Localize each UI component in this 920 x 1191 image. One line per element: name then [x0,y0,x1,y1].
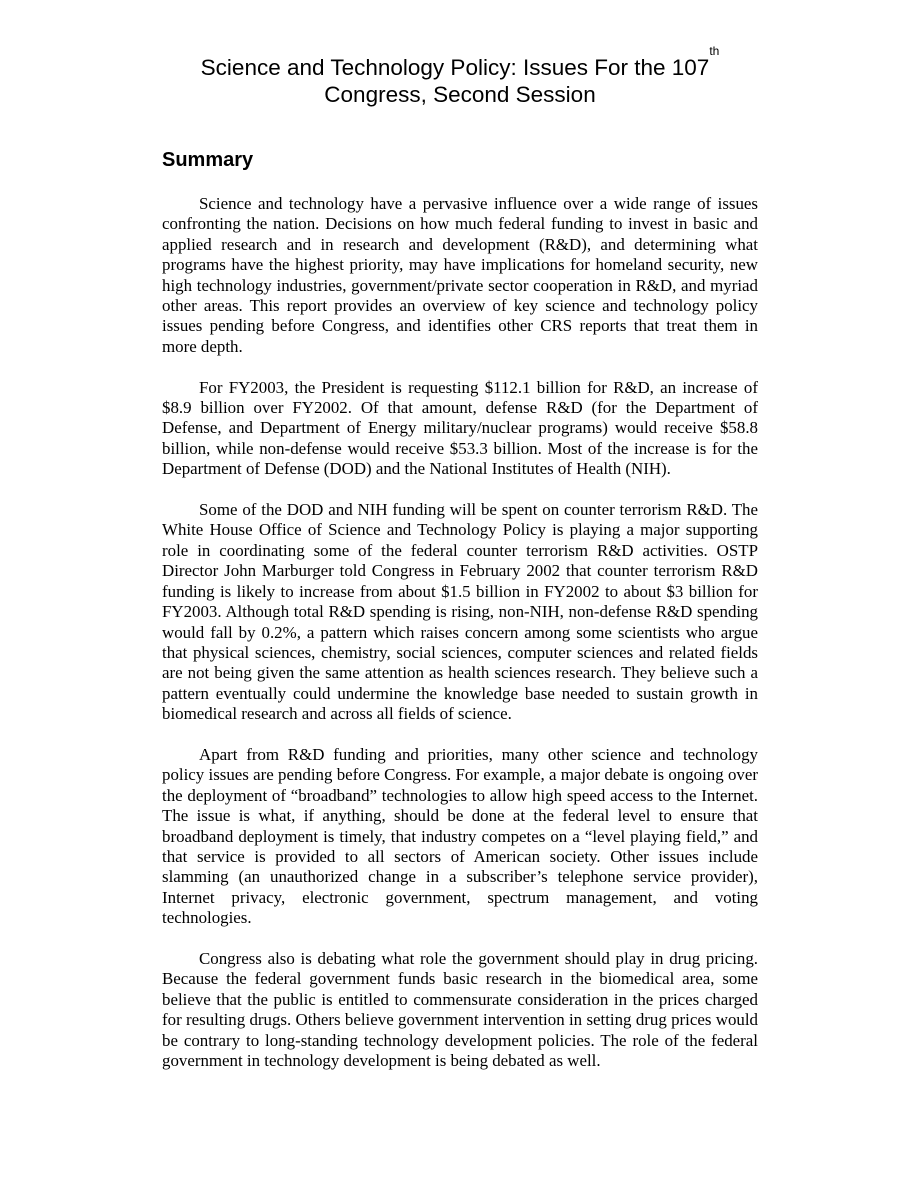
paragraph: Science and technology have a pervasive influence over a wide range of issues confronting the nation. Decisions on how much federal funding to invest in basic and applied research and in research and development (R&D), and determining what programs have the highest priority, may have implications for homeland security, new high technology industries, government/private sector cooperation in R&D, and myriad other areas. This report provides an overview of key science and technology policy issues pending before Congress, and identifies other CRS reports that treat them in more depth. [162,194,758,356]
paragraph: For FY2003, the President is requesting $112.1 billion for R&D, an increase of $8.9 billion over FY2002. Of that amount, defense R&D (for the Department of Defense, and Department of Energy military/nuclear programs) would receive $58.8 billion, while non-defense would receive $53.3 billion. Most of the increase is for the Department of Defense (DOD) and the National Institutes of Health (NIH). [162,377,758,479]
title-line-2: Congress, Second Session [324,82,596,107]
title-superscript: th [709,44,720,58]
title-line-1: Science and Technology Policy: Issues For the 107 [200,55,710,80]
paragraph: Some of the DOD and NIH funding will be spent on counter terrorism R&D. The White House Office of Science and Technology Policy is playing a major supporting role in coordinating some of the federal counter terrorism R&D activities. OSTP Director John Marburger told Congress in February 2002 that counter terrorism R&D funding is likely to increase from about $1.5 billion in FY2002 to about $3 billion for FY2003. Although total R&D spending is rising, non-NIH, non-defense R&D spending would fall by 0.2%, a pattern which raises concern among some scientists who argue that physical sciences, chemistry, social sciences, computer sciences and related fields are not being given the same attention as health sciences research. They believe such a pattern eventually could undermine the knowledge base needed to sustain growth in biomedical research and across all fields of science. [162,500,758,724]
section-heading: Summary [162,149,254,171]
paragraph: Congress also is debating what role the government should play in drug pricing. Because the federal government funds basic research in the biomedical area, some believe that the public is entitled to commensurate consideration in the prices charged for resulting drugs. Others believe government intervention in setting drug prices would be contrary to long-standing technology development policies. The role of the federal government in technology development is being debated as well. [162,948,758,1070]
document-title [162,44,758,108]
paragraph: Apart from R&D funding and priorities, many other science and technology policy issues are pending before Congress. For example, a major debate is ongoing over the deployment of “broadband” technologies to allow high speed access to the Internet. The issue is what, if anything, should be done at the federal level to ensure that broadband deployment is timely, that industry competes on a “level playing field,” and that service is provided to all sectors of American society. Other issues include slamming (an unauthorized change in a subscriber’s telephone service provider), Internet privacy, electronic government, spectrum management, and voting technologies. [162,744,758,928]
summary-body [162,194,758,1092]
